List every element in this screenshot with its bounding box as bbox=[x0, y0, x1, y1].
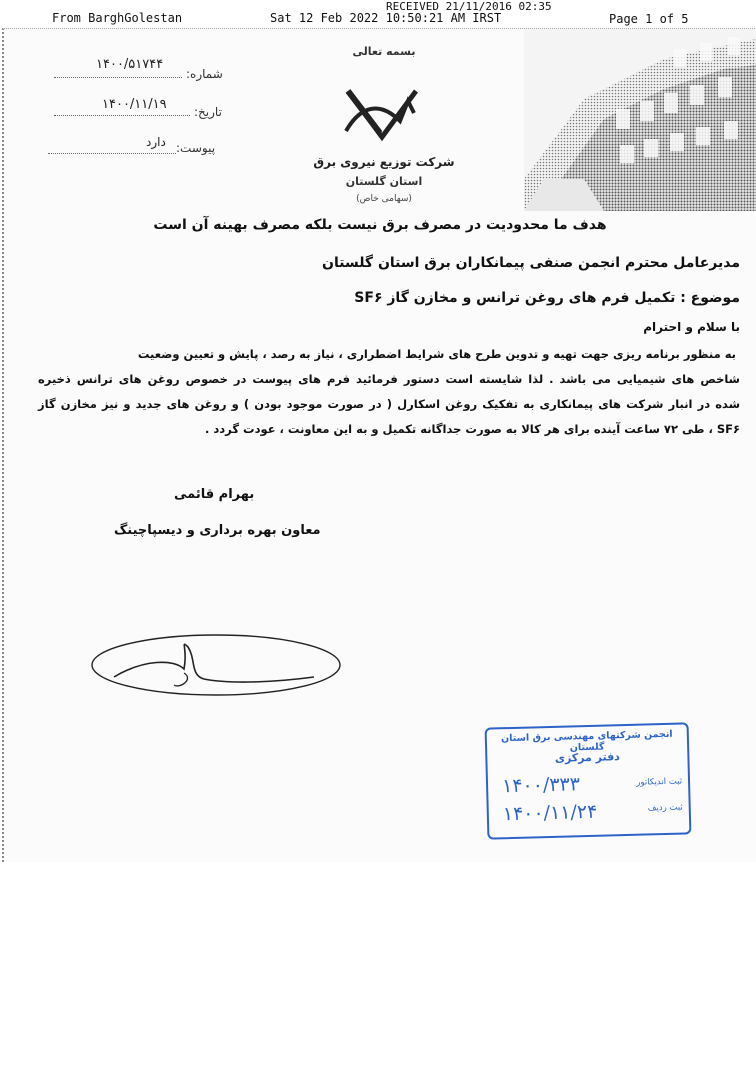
body-line-4: SF۶ ، طی ۷۲ ساعت آینده برای هر کالا به صورت جداگانه تکمیل و به این معاونت ، عودت گردد . bbox=[205, 422, 740, 436]
handwritten-signature bbox=[84, 629, 354, 709]
letter-number-value: ۱۴۰۰/۵۱۷۴۴ bbox=[96, 57, 164, 72]
body-line-1: به منظور برنامه ریزی جهت تهیه و تدوین طرح های شرایط اضطراری ، نیاز به رصد ، پایش و تعیین وضعیت bbox=[137, 347, 736, 361]
stamp-title: انجمن شرکتهای مهندسی برق استان گلستان bbox=[500, 728, 673, 754]
company-type: (سهامی خاص) bbox=[356, 194, 412, 204]
body-line-2: شاخص های شیمیایی می باشد . لذا شایسته است دستور فرمائید فرم های پیوست در خصوص روغن های ترانس ذخیره bbox=[38, 372, 740, 386]
fax-page-count: Page 1 of 5 bbox=[609, 12, 689, 26]
company-letterhead bbox=[304, 43, 464, 213]
fax-sent-time: Sat 12 Feb 2022 10:50:21 AM IRST bbox=[270, 11, 502, 25]
greeting: با سلام و احترام bbox=[643, 320, 740, 334]
fax-from: From BarghGolestan bbox=[52, 11, 183, 25]
letter-number-label: شماره: bbox=[186, 67, 223, 81]
stamp-date: ۱۴۰۰/۱۱/۲۴ bbox=[502, 800, 598, 826]
registration-stamp bbox=[485, 722, 692, 839]
company-name: شرکت توزیع نیروی برق bbox=[313, 155, 455, 169]
stamp-office: دفتر مرکزی bbox=[554, 750, 621, 765]
company-logo-icon bbox=[342, 83, 426, 147]
signer-title: معاون بهره برداری و دیسپاچینگ bbox=[114, 523, 321, 538]
letter-date-label: تاریخ: bbox=[194, 105, 222, 119]
letter-date-value: ۱۴۰۰/۱۱/۱۹ bbox=[102, 97, 167, 112]
addressee: مدیرعامل محترم انجمن صنفی پیمانکاران برق استان گلستان bbox=[322, 255, 740, 271]
slogan: هدف ما محدودیت در مصرف برق نیست بلکه مصرف بهینه آن است bbox=[153, 217, 607, 233]
basmala: بسمه تعالی bbox=[352, 45, 416, 58]
fax-header bbox=[0, 0, 756, 30]
fax-received: RECEIVED 21/11/2016 02:35 bbox=[386, 0, 552, 13]
stamp-date-label: ثبت ردیف bbox=[647, 802, 683, 814]
number-dotline bbox=[54, 77, 182, 78]
attachment-label: پیوست: bbox=[176, 141, 216, 155]
company-province: استان گلستان bbox=[345, 175, 423, 188]
date-dotline bbox=[54, 115, 190, 116]
stamp-number-label: ثبت اندیکاتور bbox=[636, 776, 683, 788]
building-photo bbox=[524, 29, 756, 211]
attachment-value: دارد bbox=[146, 135, 166, 149]
body-line-3: شده در انبار شرکت های پیمانکاری به تفکیک روغن اسکارل ( در صورت موجود بودن ) و روغن های جدید و نیز مخازن گاز bbox=[38, 397, 740, 411]
stamp-number: ۱۴۰۰/۳۳۳ bbox=[501, 773, 581, 798]
letter-page bbox=[2, 28, 756, 862]
attachment-dotline bbox=[48, 153, 176, 154]
subject: موضوع : تکمیل فرم های روغن ترانس و مخازن گاز SF۶ bbox=[354, 290, 740, 306]
signer-name: بهرام قائمی bbox=[174, 487, 255, 502]
